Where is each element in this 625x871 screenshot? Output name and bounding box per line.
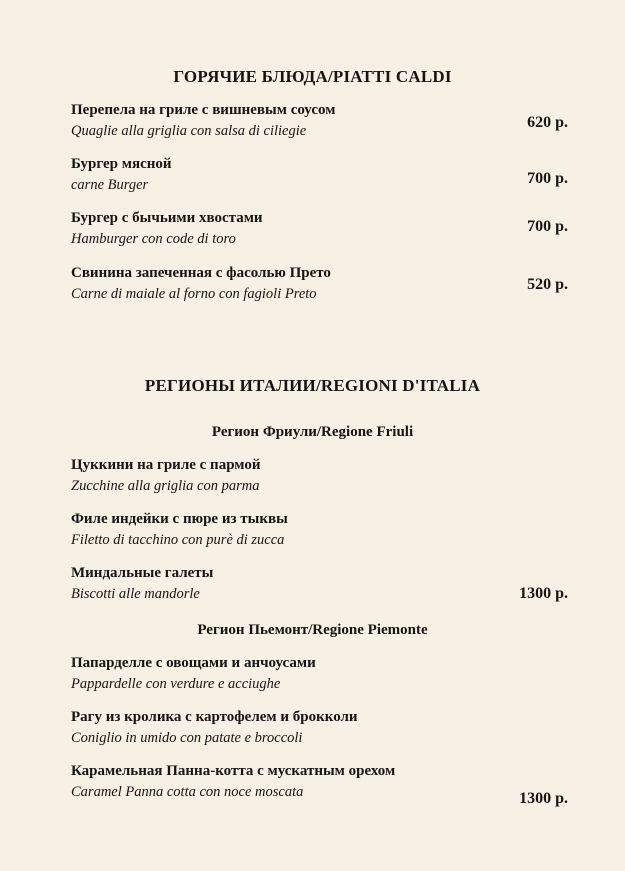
dish-name-it: Zucchine alla griglia con parma [71, 478, 260, 494]
dish-name-it: Coniglio in umido con patate e broccoli [71, 730, 303, 746]
menu-item [71, 455, 511, 497]
section-title-hot-dishes: ГОРЯЧИЕ БЛЮДА/PIATTI CALDI [173, 67, 452, 86]
section-title-regions: РЕГИОНЫ ИТАЛИИ/REGIONI D'ITALIA [144, 376, 481, 395]
dish-price: 620 р. [527, 114, 568, 131]
menu-item [71, 761, 511, 803]
region-title-friuli: Регион Фриули/Regione Friuli [211, 424, 414, 440]
set-price-piemonte: 1300 р. [519, 790, 568, 807]
dish-price: 700 р. [527, 218, 568, 235]
dish-name-ru: Цуккини на гриле с пармой [71, 457, 261, 473]
dish-name-it: Biscotti alle mandorle [71, 586, 200, 602]
menu-item [71, 154, 511, 196]
dish-name-it: Hamburger con code di toro [71, 231, 236, 247]
region-title-piemonte: Регион Пьемонт/Regione Piemonte [197, 622, 428, 638]
dish-name-it: Caramel Panna cotta con noce moscata [71, 784, 304, 800]
dish-name-it: carne Burger [71, 177, 149, 193]
menu-item [71, 100, 511, 142]
dish-name-ru: Филе индейки с пюре из тыквы [71, 511, 288, 527]
menu-item [71, 707, 511, 749]
dish-price: 520 р. [527, 276, 568, 293]
menu-item [71, 509, 511, 551]
dish-name-ru: Миндальные галеты [71, 565, 214, 581]
dish-name-it: Carne di maiale al forno con fagioli Preto [71, 286, 317, 302]
dish-name-it: Filetto di tacchino con purè di zucca [71, 532, 285, 548]
dish-name-ru: Карамельная Панна-котта с мускатным орехом [71, 763, 396, 779]
dish-name-it: Pappardelle con verdure e acciughe [71, 676, 281, 692]
dish-name-it: Quaglie alla griglia con salsa di ciliegie [71, 123, 307, 139]
dish-price: 700 р. [527, 170, 568, 187]
dish-name-ru: Бургер мясной [71, 156, 172, 172]
dish-name-ru: Перепела на гриле с вишневым соусом [71, 102, 336, 118]
dish-name-ru: Свинина запеченная с фасолью Прето [71, 265, 331, 281]
menu-item [71, 208, 511, 250]
dish-name-ru: Рагу из кролика с картофелем и брокколи [71, 709, 358, 725]
dish-name-ru: Бургер с бычьими хвостами [71, 210, 263, 226]
menu-item [71, 263, 511, 305]
menu-item [71, 563, 511, 605]
dish-name-ru: Папарделле с овощами и анчоусами [71, 655, 316, 671]
set-price-friuli: 1300 р. [519, 585, 568, 602]
menu-item [71, 653, 511, 695]
